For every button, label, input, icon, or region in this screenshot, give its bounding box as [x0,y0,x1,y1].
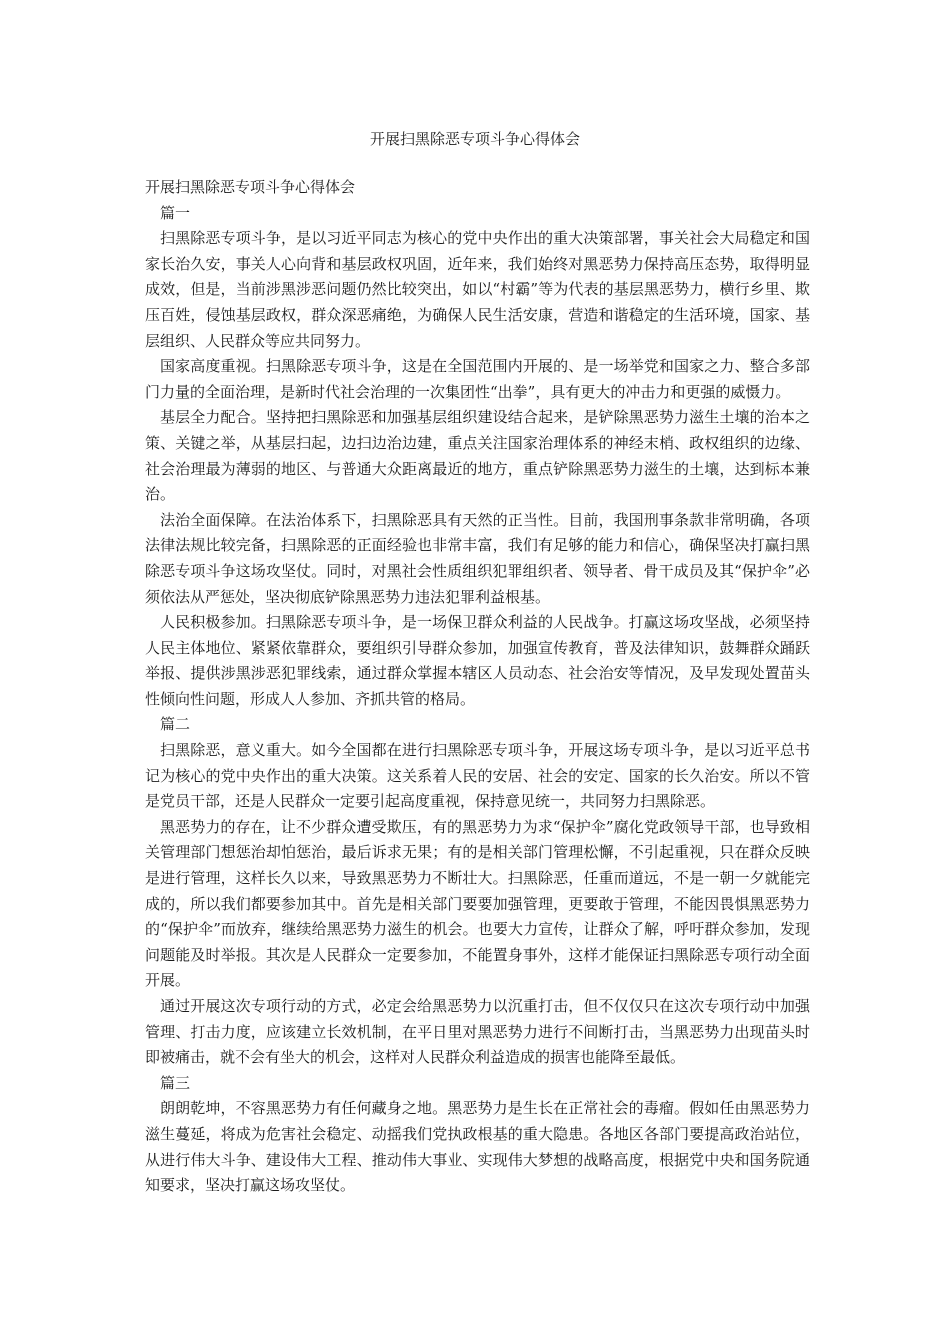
paragraph: 基层全力配合。坚持把扫黑除恶和加强基层组织建设结合起来，是铲除黑恶势力滋生土壤的治本之策、关键之举，从基层扫起，边扫边治边建，重点关注国家治理体系的神经末梢、政权组织的边缘、社会治理最为薄弱的地区、与普通大众距离最近的地方，重点铲除黑恶势力滋生的土壤，达到标本兼治。 [145,408,810,504]
document-title: 开展扫黑除恶专项斗争心得体会 [369,130,580,148]
section-heading-2: 篇二 [160,715,191,734]
paragraph: 人民积极参加。扫黑除恶专项斗争，是一场保卫群众利益的人民战争。打赢这场攻坚战，必须坚持人民主体地位、紧紧依靠群众，要组织引导群众参加，加强宣传教育，普及法律知识，鼓舞群众踊跃举报、提供涉黑涉恶犯罪线索，通过群众掌握本辖区人员动态、社会治安等情况，及早发现处置苗头性倾向性问题，形成人人参加、齐抓共管的格局。 [145,613,810,708]
document-subtitle: 开展扫黑除恶专项斗争心得体会 [145,178,356,196]
section-heading-1: 篇一 [160,203,191,222]
paragraph: 朗朗乾坤，不容黑恶势力有任何藏身之地。黑恶势力是生长在正常社会的毒瘤。假如任由黑恶势力滋生蔓延，将成为危害社会稳定、动摇我们党执政根基的重大隐患。各地区各部门要提高政治站位，从进行伟大斗争、建设伟大工程、推动伟大事业、实现伟大梦想的战略高度，根据党中央和国务院通知要求，坚决打赢这场攻坚仗。 [145,1099,810,1195]
paragraph: 扫黑除恶，意义重大。如今全国都在进行扫黑除恶专项斗争，开展这场专项斗争，是以习近平总书记为核心的党中央作出的重大决策。这关系着人民的安居、社会的安定、国家的长久治安。所以不管是党员干部，还是人民群众一定要引起高度重视，保持意见统一，共同努力扫黑除恶。 [145,741,810,811]
paragraph: 通过开展这次专项行动的方式，必定会给黑恶势力以沉重打击，但不仅仅只在这次专项行动中加强管理、打击力度，应该建立长效机制，在平日里对黑恶势力进行不间断打击，当黑恶势力出现苗头时即被痛击，就不会有坐大的机会，这样对人民群众利益造成的损害也能降至最低。 [145,997,810,1067]
paragraph: 法治全面保障。在法治体系下，扫黑除恶具有天然的正当性。目前，我国刑事条款非常明确，各项法律法规比较完备，扫黑除恶的正面经验也非常丰富，我们有足够的能力和信心，确保坚决打赢扫黑除恶专项斗争这场攻坚仗。同时，对黑社会性质组织犯罪组织者、领导者、骨干成员及其“保护伞”必须依法从严惩处，坚决彻底铲除黑恶势力违法犯罪利益根基。 [145,510,810,606]
paragraph: 扫黑除恶专项斗争，是以习近平同志为核心的党中央作出的重大决策部署，事关社会大局稳定和国家长治久安，事关人心向背和基层政权巩固，近年来，我们始终对黑恶势力保持高压态势，取得明显成效，但是，当前涉黑涉恶问题仍然比较突出，如以“村霸”等为代表的基层黑恶势力，横行乡里、欺压百姓，侵蚀基层政权，群众深恶痛绝，为确保人民生活安康，营造和谐稳定的生活环境，国家、基层组织、人民群众等应共同努力。 [145,229,810,350]
document-body [145,175,810,1199]
paragraph: 国家高度重视。扫黑除恶专项斗争，这是在全国范围内开展的、是一场举党和国家之力、整合多部门力量的全面治理，是新时代社会治理的一次集团性“出拳”，具有更大的冲击力和更强的威慑力。 [145,357,810,401]
paragraph: 黑恶势力的存在，让不少群众遭受欺压，有的黑恶势力为求“保护伞”腐化党政领导干部，也导致相关管理部门想惩治却怕惩治，最后诉求无果；有的是相关部门管理松懈，不引起重视，只在群众反映是进行管理，这样长久以来，导致黑恶势力不断壮大。扫黑除恶，任重而道远，不是一朝一夕就能完成的，所以我们都要参加其中。首先是相关部门要要加强管理，更要敢于管理，不能因畏惧黑恶势力的“保护伞”而放弃，继续给黑恶势力滋生的机会。也要大力宣传，让群众了解，呼吁群众参加，发现问题能及时举报。其次是人民群众一定要参加，不能置身事外，这样才能保证扫黑除恶专项行动全面开展。 [145,817,810,990]
section-heading-3: 篇三 [160,1073,191,1092]
